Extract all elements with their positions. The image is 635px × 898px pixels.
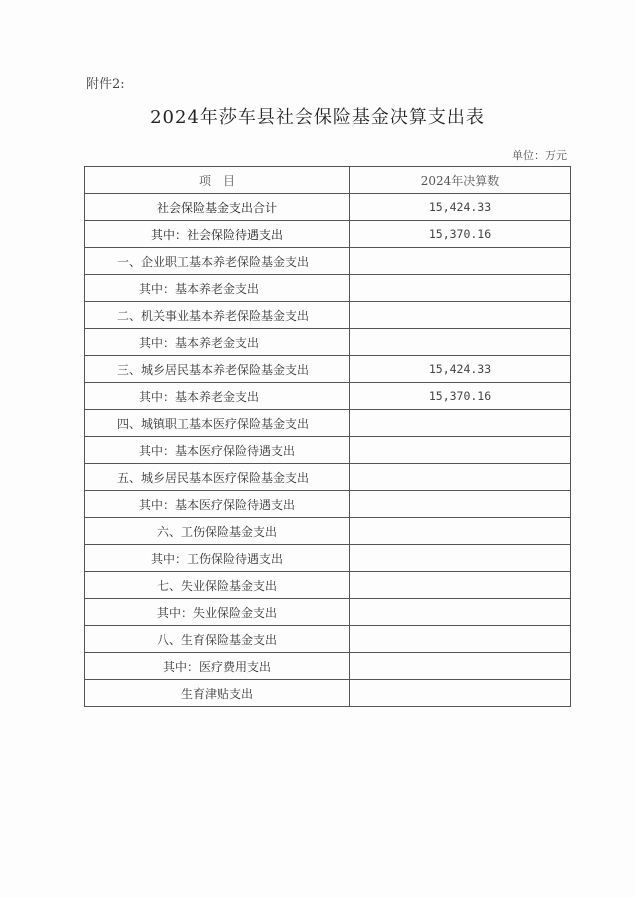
value-column-header: 2024年决算数 [350, 167, 571, 194]
row-label: 其中：失业保险金支出 [85, 599, 350, 626]
table-row [85, 491, 571, 518]
row-value [350, 626, 571, 653]
row-label: 生育津贴支出 [85, 680, 350, 707]
table-row [85, 275, 571, 302]
row-label: 其中：基本医疗保险待遇支出 [85, 491, 350, 518]
row-label: 其中：基本养老金支出 [85, 383, 350, 410]
row-label: 其中：基本养老金支出 [85, 329, 350, 356]
row-value [350, 437, 571, 464]
table-row [85, 680, 571, 707]
table-row [85, 302, 571, 329]
table-row [85, 383, 571, 410]
expenditure-table [84, 166, 571, 707]
table-row [85, 437, 571, 464]
row-label: 其中：基本医疗保险待遇支出 [85, 437, 350, 464]
row-value: 15,370.16 [350, 383, 571, 410]
row-label: 六、工伤保险基金支出 [85, 518, 350, 545]
table-row [85, 518, 571, 545]
row-value [350, 680, 571, 707]
table-row [85, 653, 571, 680]
row-value [350, 410, 571, 437]
attachment-label: 附件2: [86, 77, 125, 92]
table-row [85, 545, 571, 572]
row-label: 四、城镇职工基本医疗保险基金支出 [85, 410, 350, 437]
page-title: 2024年莎车县社会保险基金决算支出表 [150, 107, 485, 128]
row-value [350, 653, 571, 680]
row-label: 二、机关事业基本养老保险基金支出 [85, 302, 350, 329]
row-value [350, 464, 571, 491]
table-row [85, 572, 571, 599]
row-value: 15,424.33 [350, 356, 571, 383]
table-row [85, 248, 571, 275]
item-column-header: 项 目 [85, 167, 350, 194]
row-value [350, 572, 571, 599]
table-row [85, 599, 571, 626]
table-header-row [85, 167, 571, 194]
row-value: 15,370.16 [350, 221, 571, 248]
row-label: 五、城乡居民基本医疗保险基金支出 [85, 464, 350, 491]
table-row [85, 329, 571, 356]
row-value [350, 302, 571, 329]
row-value [350, 491, 571, 518]
row-value [350, 275, 571, 302]
row-label: 八、生育保险基金支出 [85, 626, 350, 653]
row-value [350, 545, 571, 572]
row-value: 15,424.33 [350, 194, 571, 221]
row-value [350, 329, 571, 356]
row-label: 其中：基本养老金支出 [85, 275, 350, 302]
row-label: 三、城乡居民基本养老保险基金支出 [85, 356, 350, 383]
table-row [85, 221, 571, 248]
row-value [350, 518, 571, 545]
row-value [350, 599, 571, 626]
row-label: 其中：医疗费用支出 [85, 653, 350, 680]
unit-label: 单位：万元 [512, 149, 567, 162]
row-label: 其中：工伤保险待遇支出 [85, 545, 350, 572]
table-row [85, 194, 571, 221]
row-label: 其中：社会保险待遇支出 [85, 221, 350, 248]
table-row [85, 464, 571, 491]
table-row [85, 410, 571, 437]
row-label: 七、失业保险基金支出 [85, 572, 350, 599]
table-row [85, 626, 571, 653]
table-row [85, 356, 571, 383]
row-label: 社会保险基金支出合计 [85, 194, 350, 221]
row-value [350, 248, 571, 275]
row-label: 一、企业职工基本养老保险基金支出 [85, 248, 350, 275]
